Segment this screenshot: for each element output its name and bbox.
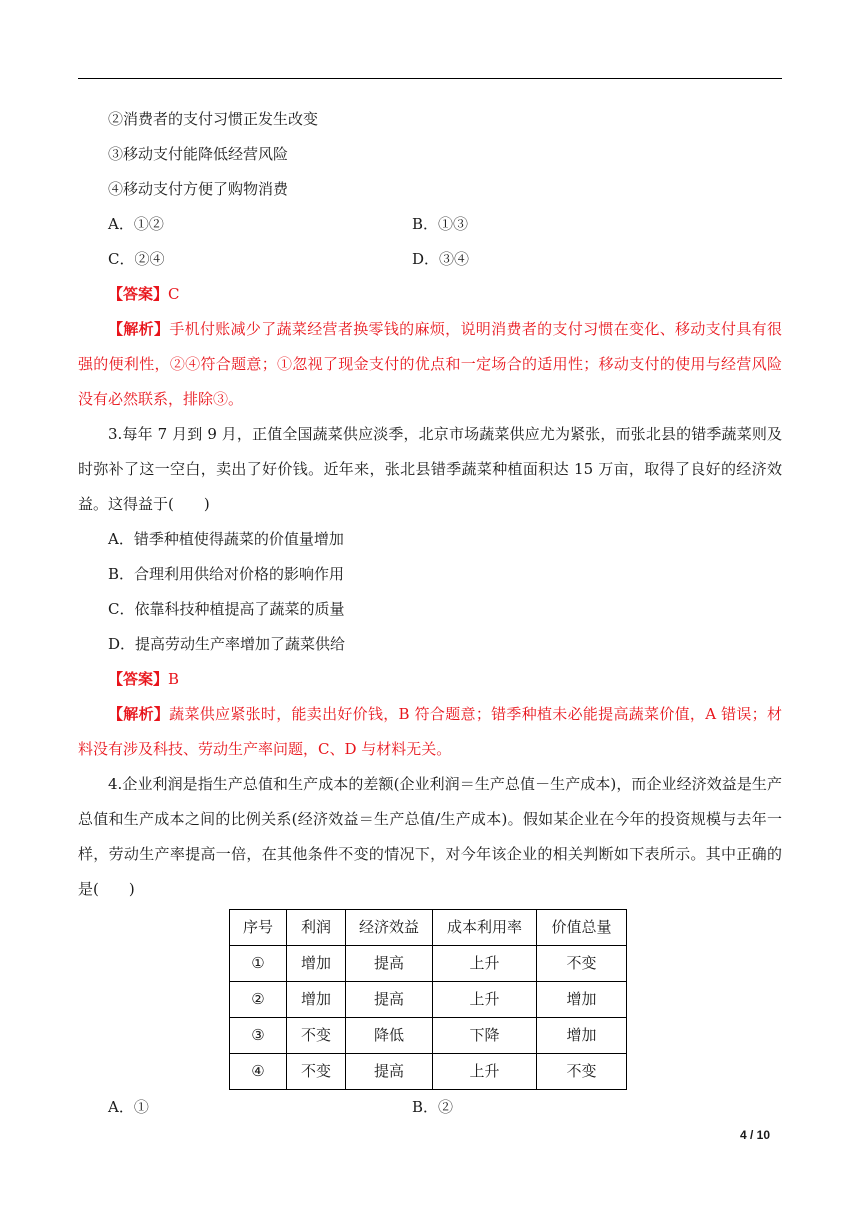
q2-answer xyxy=(78,277,782,312)
q3-answer-label: 【答案】 xyxy=(108,670,169,688)
table-cell: 增加 xyxy=(287,982,346,1018)
table-cell: 上升 xyxy=(433,946,537,982)
table-cell: 降低 xyxy=(346,1018,433,1054)
q2-choice-b: B．①③ xyxy=(412,215,469,233)
q2-choice-a: A．①② xyxy=(108,215,164,233)
table-row xyxy=(230,946,627,982)
table-cell: 增加 xyxy=(287,946,346,982)
q3-choice-b: B．合理利用供给对价格的影响作用 xyxy=(108,565,345,583)
table-cell: 不变 xyxy=(537,1054,627,1090)
q2-option-4: ④移动支付方便了购物消费 xyxy=(108,180,289,198)
table-cell: 不变 xyxy=(287,1054,346,1090)
table-row xyxy=(230,1018,627,1054)
table-header-cell: 经济效益 xyxy=(346,910,433,946)
table-header-cell: 价值总量 xyxy=(537,910,627,946)
q3-choice-a: A．错季种植使得蔬菜的价值量增加 xyxy=(108,530,344,548)
table-cell: 不变 xyxy=(287,1018,346,1054)
q3-answer xyxy=(78,662,782,697)
q2-choices-row1 xyxy=(78,207,782,242)
table-cell: ③ xyxy=(230,1018,287,1054)
page-number: 4 / 10 xyxy=(740,1128,771,1142)
table-cell: 提高 xyxy=(346,946,433,982)
q3-answer-value: B xyxy=(168,670,180,688)
q4-table xyxy=(229,909,627,1090)
table-header-cell: 成本利用率 xyxy=(433,910,537,946)
q4-choice-b: B．② xyxy=(412,1098,454,1116)
q3-choice-c: C．依靠科技种植提高了蔬菜的质量 xyxy=(108,600,345,618)
table-cell: 不变 xyxy=(537,946,627,982)
q2-analysis-label: 【解析】 xyxy=(108,320,170,338)
q2-option-2: ②消费者的支付习惯正发生改变 xyxy=(108,110,319,128)
q2-choices-row2 xyxy=(78,242,782,277)
table-header-cell: 序号 xyxy=(230,910,287,946)
q3-choice-d: D．提高劳动生产率增加了蔬菜供给 xyxy=(108,635,346,653)
q3-analysis-label: 【解析】 xyxy=(108,705,170,723)
q2-answer-value: C xyxy=(168,285,180,303)
table-cell: 增加 xyxy=(537,1018,627,1054)
q2-option-3: ③移动支付能降低经营风险 xyxy=(108,145,289,163)
q4-choices-row1 xyxy=(78,1090,782,1125)
q2-answer-label: 【答案】 xyxy=(108,285,169,303)
table-cell: 提高 xyxy=(346,982,433,1018)
table-cell: ① xyxy=(230,946,287,982)
page-content xyxy=(78,102,782,1125)
q4-table-wrapper xyxy=(78,909,782,1090)
table-row xyxy=(230,1054,627,1090)
table-cell: 上升 xyxy=(433,1054,537,1090)
q4-stem: 4.企业利润是指生产总值和生产成本的差额(企业利润＝生产总值－生产成本)，而企业经济效益是生产总值和生产成本之间的比例关系(经济效益＝生产总值/生产成本)。假如某企业在今年的投资规模与去年一样，劳动生产率提高一倍，在其他条件不变的情况下，对今年该企业的相关判断如下表所示。其中正确的是( ) xyxy=(78,775,782,898)
table-cell: 下降 xyxy=(433,1018,537,1054)
q3-analysis-text: 蔬菜供应紧张时，能卖出好价钱，B 符合题意；错季种植未必能提高蔬菜价值，A 错误；材料没有涉及科技、劳动生产率问题，C、D 与材料无关。 xyxy=(78,705,782,758)
q2-choice-c: C．②④ xyxy=(108,250,165,268)
table-cell: ② xyxy=(230,982,287,1018)
q2-analysis xyxy=(78,312,782,417)
q4-choice-a: A．① xyxy=(108,1098,149,1116)
q2-choice-d: D．③④ xyxy=(412,250,470,268)
q3-analysis xyxy=(78,697,782,767)
table-header-row xyxy=(230,910,627,946)
header-rule xyxy=(78,78,782,79)
table-cell: 上升 xyxy=(433,982,537,1018)
table-cell: 提高 xyxy=(346,1054,433,1090)
table-row xyxy=(230,982,627,1018)
q2-analysis-text: 手机付账减少了蔬菜经营者换零钱的麻烦，说明消费者的支付习惯在变化、移动支付具有很强的便利性，②④符合题意；①忽视了现金支付的优点和一定场合的适用性；移动支付的使用与经营风险没有必然联系，排除③。 xyxy=(78,320,782,408)
table-header-cell: 利润 xyxy=(287,910,346,946)
q3-stem: 3.每年 7 月到 9 月，正值全国蔬菜供应淡季，北京市场蔬菜供应尤为紧张，而张北县的错季蔬菜则及时弥补了这一空白，卖出了好价钱。近年来，张北县错季蔬菜种植面积达 15 万亩，取得了良好的经济效益。这得益于( ) xyxy=(78,425,782,513)
table-cell: ④ xyxy=(230,1054,287,1090)
table-cell: 增加 xyxy=(537,982,627,1018)
